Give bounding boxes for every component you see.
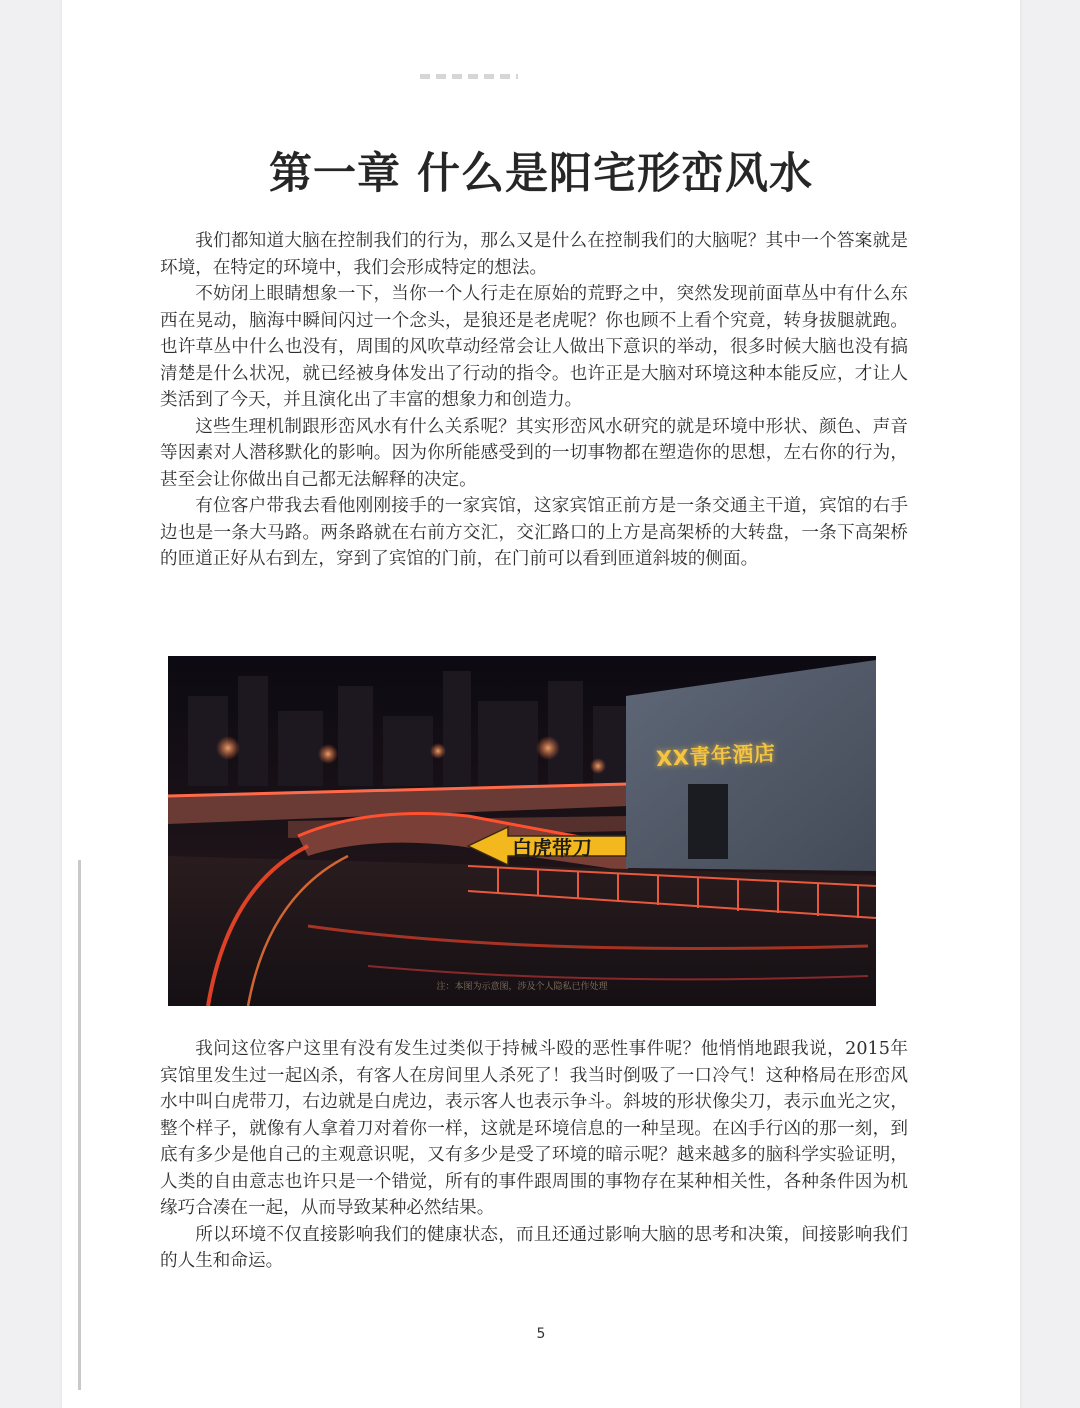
arrow-label-text: 白虎带刀 [512, 836, 592, 860]
document-page [62, 0, 1020, 1408]
night-overpass-photo [168, 656, 876, 1006]
paragraph: 我问这位客户这里有没有发生过类似于持械斗殴的恶性事件呢？他悄悄地跟我说，2015年宾馆里发生过一起凶杀，有客人在房间里人杀死了！我当时倒吸了一口冷气！这种格局在形峦风水中叫白虎带刀，右边就是白虎边，表示客人也表示争斗。斜坡的形状像尖刀，表示血光之灾，整个样子，就像有人拿着刀对着你一样，这就是环境信息的一种呈现。在凶手行凶的那一刻，到底有多少是他自己的主观意识呢，又有多少是受了环境的暗示呢？越来越多的脑科学实验证明，人类的自由意志也许只是一个错觉，所有的事件跟周围的事物存在某种相关性，各种条件因为机缘巧合凑在一起，从而导致某种必然结果。 [160, 1039, 908, 1218]
scan-edge-mark [78, 860, 81, 1390]
photo-caption: 注：本图为示意图，涉及个人隐私已作处理 [436, 982, 608, 992]
paragraph: 我们都知道大脑在控制我们的行为，那么又是什么在控制我们的大脑呢？其中一个答案就是环境，在特定的环境中，我们会形成特定的想法。 [160, 231, 908, 278]
hotel-door [688, 784, 728, 859]
paragraph: 这些生理机制跟形峦风水有什么关系呢？其实形峦风水研究的就是环境中形状、颜色、声音等因素对人潜移默化的影响。因为你所能感受到的一切事物都在塑造你的思想，左右你的行为，甚至会让你做出自己都无法解释的决定。 [160, 416, 908, 490]
paragraph: 所以环境不仅直接影响我们的健康状态，而且还通过影响大脑的思考和决策，间接影响我们的人生和命运。 [160, 1224, 908, 1271]
body-text-after-image [160, 1036, 908, 1275]
paragraph: 不妨闭上眼睛想象一下，当你一个人行走在原始的荒野之中，突然发现前面草丛中有什么东西在晃动，脑海中瞬间闪过一个念头，是狼还是老虎呢？你也顾不上看个究竟，转身拔腿就跑。也许草丛中什么也没有，周围的风吹草动经常会让人做出下意识的举动，很多时候大脑也没有搞清楚是什么状况，就已经被身体发出了行动的指令。也许正是大脑对环境这种本能反应，才让人类活到了今天，并且演化出了丰富的想象力和创造力。 [160, 284, 908, 410]
arrow-label [468, 827, 626, 865]
paragraph: 有位客户带我去看他刚刚接手的一家宾馆，这家宾馆正前方是一条交通主干道，宾馆的右手边也是一条大马路。两条路就在右前方交汇，交汇路口的上方是高架桥的大转盘，一条下高架桥的匝道正好从右到左，穿到了宾馆的门前，在门前可以看到匝道斜坡的侧面。 [160, 496, 908, 569]
body-text-before-image [160, 228, 908, 573]
header-smudge [420, 74, 518, 79]
chapter-title: 第一章 什么是阳宅形峦风水 [269, 149, 813, 199]
page-number: 5 [536, 1326, 546, 1342]
hotel-sign-text: XX青年酒店 [655, 740, 776, 772]
